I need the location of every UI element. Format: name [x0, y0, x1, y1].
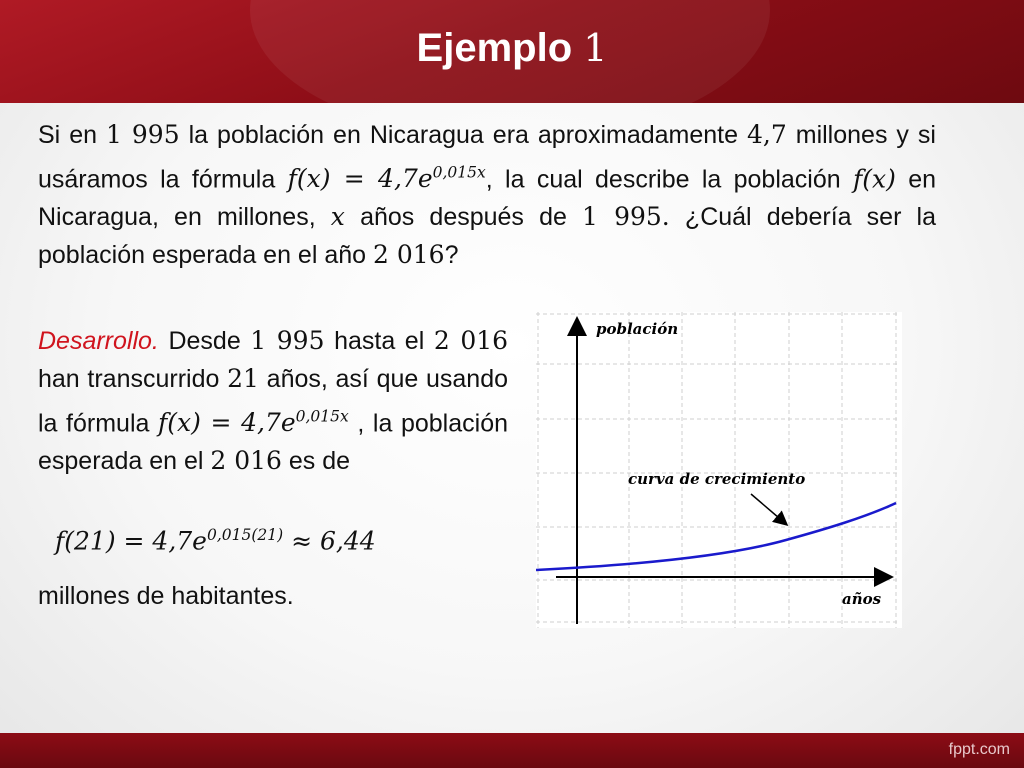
- intro-question: ¿Cuál debería ser la población esperada en el año: [38, 203, 937, 270]
- result-e: e: [192, 526, 207, 556]
- dev-text: han transcurrido: [38, 365, 220, 393]
- intro-text: , la cual describe la población: [485, 165, 841, 194]
- dev-formula: [158, 408, 349, 437]
- formula-exponent: 0,015x: [295, 408, 349, 426]
- dev-text: , la población esperada en el: [38, 409, 509, 476]
- intro-x: x: [330, 202, 345, 232]
- result-lhs: f(21) = 4,7: [55, 526, 193, 556]
- result-exponent: 0,015(21): [206, 526, 284, 544]
- growth-graph-svg: [536, 312, 902, 628]
- growth-graph: [536, 312, 902, 628]
- formula-lhs: f(x) = 4,7: [287, 164, 418, 194]
- problem-statement: [38, 116, 936, 274]
- intro-text: la población en Nicaragua era aproximadamente: [188, 121, 739, 149]
- closing-text: millones de habitantes.: [38, 582, 294, 610]
- formula-lhs: f(x) = 4,7: [158, 408, 281, 438]
- intro-text: en Nicaragua, en millones,: [38, 165, 937, 232]
- formula-exponent: 0,015x: [432, 164, 486, 182]
- dev-year-end: 2 016: [433, 326, 509, 355]
- development-label: Desarrollo.: [38, 327, 159, 355]
- y-axis-label: población: [596, 320, 679, 338]
- slide-header: [0, 0, 1024, 103]
- dev-text: Desde: [168, 327, 241, 355]
- dev-text: es de: [288, 447, 351, 476]
- intro-text: Si en: [38, 121, 98, 149]
- intro-year-reference: 1 995.: [582, 202, 670, 232]
- curve-label: curva de crecimiento: [628, 470, 806, 488]
- title-word: Ejemplo: [416, 26, 573, 70]
- intro-fx: f(x): [853, 164, 896, 194]
- intro-population: 4,7: [747, 120, 787, 149]
- intro-year-start: 1 995: [106, 120, 180, 149]
- intro-formula: [288, 164, 486, 193]
- dev-year-target: 2 016: [210, 446, 282, 476]
- dev-years-count: 21: [227, 364, 259, 393]
- footer-brand: fppt.com: [948, 741, 1010, 758]
- slide-title: [0, 26, 1024, 71]
- formula-e: e: [280, 408, 296, 438]
- result-formula: [55, 526, 376, 555]
- intro-year-target: 2 016: [373, 240, 445, 270]
- x-axis-label: años: [842, 590, 882, 608]
- curve-label-arrow: [751, 494, 786, 524]
- title-number: 1: [583, 26, 608, 70]
- dev-text: hasta el: [334, 327, 425, 355]
- result-value: ≈ 6,44: [291, 526, 376, 556]
- development-paragraph: [38, 322, 508, 480]
- dev-text: años, así que usando la fórmula: [38, 365, 509, 438]
- intro-text: años después de: [360, 203, 567, 232]
- dev-year-start: 1 995: [250, 326, 325, 355]
- intro-text: millones y si usáramos la fórmula: [38, 121, 936, 194]
- slide-footer: [0, 733, 1024, 768]
- intro-text: ?: [444, 241, 459, 270]
- formula-e: e: [417, 164, 433, 194]
